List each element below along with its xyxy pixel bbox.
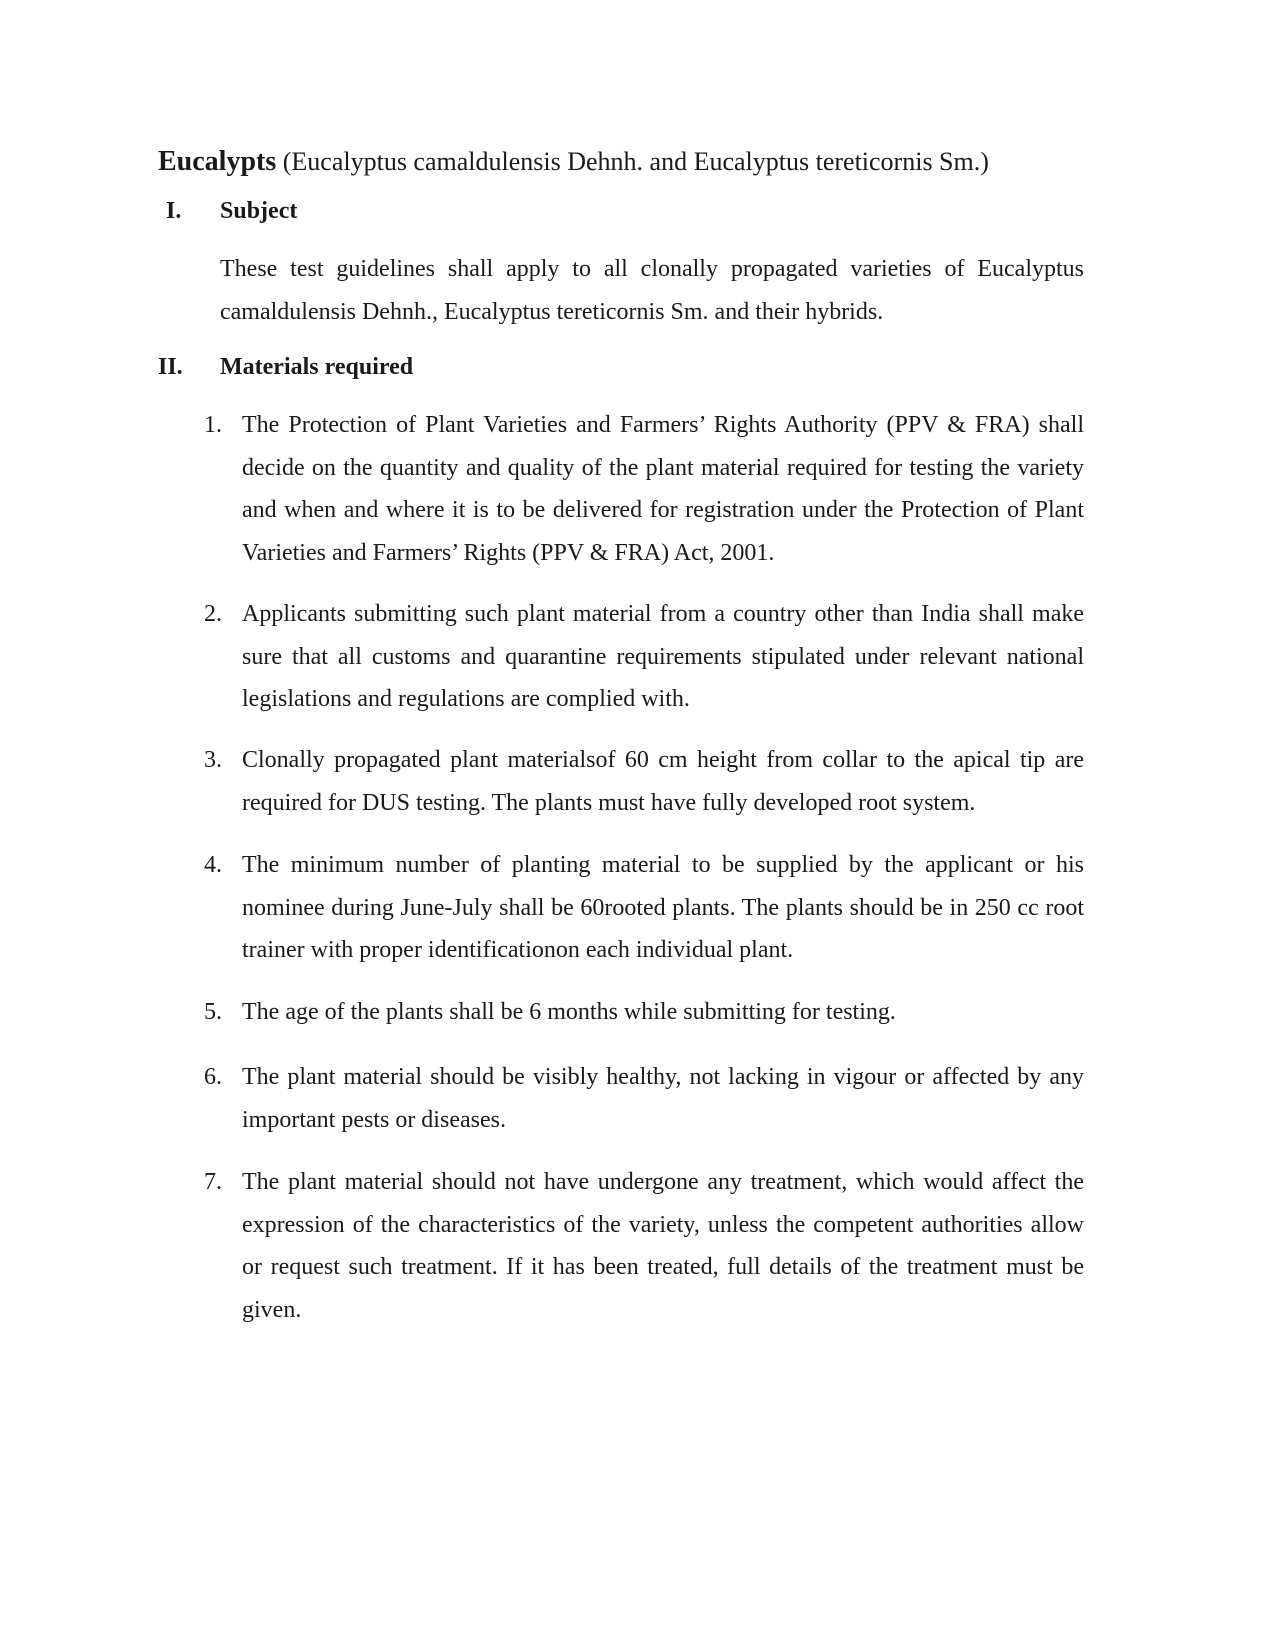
section-title: Materials required bbox=[220, 354, 414, 380]
list-item bbox=[204, 739, 1084, 824]
subject-paragraph: These test guidelines shall apply to all clonally propagated varieties of Eucalyptus camaldulensis Dehnh., Eucalyptus tereticornis Sm. and their hybrids. bbox=[220, 256, 1084, 325]
section-number: I. bbox=[166, 198, 182, 224]
item-text: The minimum number of planting material to be supplied by the applicant or his nominee during June-July shall be 60rooted plants. The plants should be in 250 cc root trainer with proper identificationon each individual plant. bbox=[242, 852, 1084, 963]
item-text: Clonally propagated plant materialsof 60 cm height from collar to the apical tip are required for DUS testing. The plants must have fully developed root system. bbox=[242, 747, 1084, 816]
item-text: The plant material should not have undergone any treatment, which would affect the expression of the characteristics of the variety, unless the competent authorities allow or request such treatment. If it has been treated, full details of the treatment must be given. bbox=[242, 1169, 1084, 1323]
item-number: 3. bbox=[204, 747, 222, 773]
list-item bbox=[204, 404, 1084, 574]
item-number: 7. bbox=[204, 1169, 222, 1195]
item-number: 4. bbox=[204, 852, 222, 878]
list-item bbox=[204, 1056, 1084, 1141]
item-number: 2. bbox=[204, 601, 222, 627]
item-number: 1. bbox=[204, 412, 222, 438]
item-number: 5. bbox=[204, 999, 222, 1025]
list-item bbox=[204, 593, 1084, 721]
item-text: The age of the plants shall be 6 months while submitting for testing. bbox=[242, 999, 896, 1025]
item-text: Applicants submitting such plant material from a country other than India shall make sure that all customs and quarantine requirements stipulated under relevant national legislations and regulations are complied with. bbox=[242, 601, 1084, 712]
section-title: Subject bbox=[220, 198, 298, 224]
title-rest: (Eucalyptus camaldulensis Dehnh. and Eucalyptus tereticornis Sm.) bbox=[276, 147, 989, 176]
title-bold: Eucalypts bbox=[158, 146, 277, 177]
item-text: The plant material should be visibly healthy, not lacking in vigour or affected by any important pests or diseases. bbox=[242, 1064, 1084, 1133]
item-number: 6. bbox=[204, 1064, 222, 1090]
list-item bbox=[204, 1161, 1084, 1331]
list-item bbox=[204, 844, 1084, 972]
section-number: II. bbox=[158, 354, 183, 380]
document-title bbox=[158, 146, 989, 178]
item-text: The Protection of Plant Varieties and Farmers’ Rights Authority (PPV & FRA) shall decide on the quantity and quality of the plant material required for testing the variety and when and where it is to be delivered for registration under the Protection of Plant Varieties and Farmers’ Rights (PPV & FRA) Act, 2001. bbox=[242, 412, 1084, 566]
list-item bbox=[204, 991, 1084, 1034]
